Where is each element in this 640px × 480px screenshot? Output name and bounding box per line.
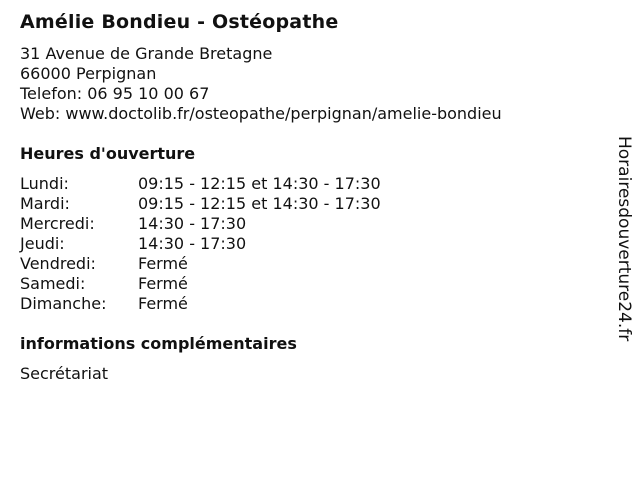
time-value: 09:15 - 12:15 et 14:30 - 17:30 — [138, 194, 381, 213]
hours-row-tuesday — [20, 194, 600, 214]
business-name: Amélie Bondieu - Ostéopathe — [20, 11, 339, 33]
day-label: Jeudi: — [20, 234, 65, 253]
time-value: 14:30 - 17:30 — [138, 234, 247, 253]
hours-row-saturday — [20, 274, 600, 294]
address-city: 66000 Perpignan — [20, 64, 157, 83]
time-value: Fermé — [138, 294, 188, 313]
day-label: Samedi: — [20, 274, 86, 293]
contact-block — [20, 44, 600, 124]
time-value: 14:30 - 17:30 — [138, 214, 247, 233]
time-value: 09:15 - 12:15 et 14:30 - 17:30 — [138, 174, 381, 193]
time-value: Fermé — [138, 254, 188, 273]
day-label: Vendredi: — [20, 254, 96, 273]
hours-row-thursday — [20, 234, 600, 254]
hours-table — [20, 174, 600, 314]
hours-row-sunday — [20, 294, 600, 314]
website: Web: www.doctolib.fr/osteopathe/perpignan/amelie-bondieu — [20, 104, 502, 123]
site-watermark: Horairesdouverture24.fr — [614, 136, 634, 342]
day-label: Lundi: — [20, 174, 69, 193]
day-label: Mercredi: — [20, 214, 95, 233]
day-label: Dimanche: — [20, 294, 107, 313]
address-street: 31 Avenue de Grande Bretagne — [20, 44, 273, 63]
business-card — [20, 8, 600, 384]
phone-number: Telefon: 06 95 10 00 67 — [20, 84, 210, 103]
hours-row-wednesday — [20, 214, 600, 234]
info-text: Secrétariat — [20, 364, 109, 383]
hours-heading: Heures d'ouverture — [20, 144, 196, 163]
info-heading: informations complémentaires — [20, 334, 297, 353]
hours-row-monday — [20, 174, 600, 194]
time-value: Fermé — [138, 274, 188, 293]
day-label: Mardi: — [20, 194, 70, 213]
hours-row-friday — [20, 254, 600, 274]
